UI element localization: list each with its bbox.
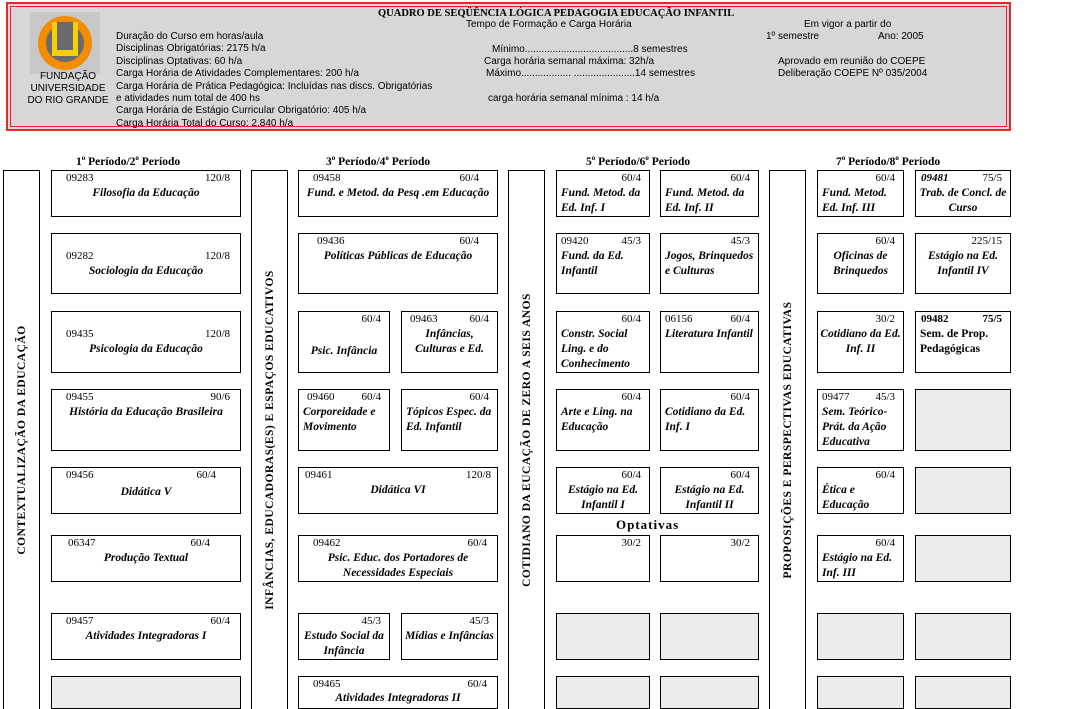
course-box [660, 170, 759, 217]
empty-box [915, 467, 1011, 514]
left-line-6: e atividades num total de 400 hs [116, 93, 260, 104]
empty-box [915, 676, 1011, 709]
maximo-line: Máximo.................. ......................14 semestres [486, 68, 695, 79]
course-hours: 45/3 [469, 615, 489, 627]
course-box [51, 613, 241, 660]
course-code: 09482 [921, 313, 949, 325]
course-hours: 60/4 [459, 235, 479, 247]
course-hours: 60/4 [621, 172, 641, 184]
empty-box [817, 676, 904, 709]
course-hours: 60/4 [730, 391, 750, 403]
left-line-2: Disciplinas Obrigatórias: 2175 h/a [116, 43, 266, 54]
institution-line-3: DO RIO GRANDE [27, 95, 109, 106]
empty-box [660, 676, 759, 709]
axis-column-1 [3, 170, 40, 709]
course-box [556, 311, 650, 373]
empty-box [556, 676, 650, 709]
left-line-3: Disciplinas Optativas: 60 h/a [116, 56, 243, 67]
course-name: Didática VI [370, 484, 426, 496]
course-box [51, 467, 241, 514]
course-name: Cotidiano da Ed. Inf. I [665, 406, 746, 433]
course-hours: 225/15 [971, 235, 1002, 247]
university-logo-icon [30, 12, 100, 74]
left-line-4: Carga Horária de Atividades Complementares: 200 h/a [116, 68, 359, 79]
course-code: 09481 [921, 172, 949, 184]
course-hours: 75/5 [982, 313, 1002, 325]
left-line-7: Carga Horária de Estágio Curricular Obrigatório: 405 h/a [116, 105, 367, 116]
axis-label-3: COTIDIANO DA EUCAÇÃO DE ZERO A SEIS ANOS [520, 293, 533, 587]
period-heading-3: 5$^o$ Período/6$^o$ Período [586, 154, 691, 168]
course-box [915, 233, 1011, 294]
course-hours: 60/4 [210, 615, 230, 627]
course-hours: 60/4 [469, 391, 489, 403]
axis-label-4: PROPOSIÇÕES E PERSPECTIVAS EDUCATIVAS [781, 301, 794, 579]
course-name: Fund. Metod. da Ed. Inf. II [665, 187, 745, 214]
course-hours: 60/4 [361, 313, 381, 325]
course-code: 09477 [822, 391, 850, 403]
course-box [817, 535, 904, 582]
minimo-line: Mínimo.......................................8 semestres [492, 44, 688, 55]
institution-line-1: FUNDAÇÃO [39, 71, 97, 82]
empty-box [915, 389, 1011, 451]
course-name: Psic. Educ. dos Portadores de Necessidades Especiais [327, 552, 469, 579]
course-box [401, 613, 498, 660]
empty-box [660, 613, 759, 660]
course-name: Tópicos Espec. da Ed. Infantil [406, 406, 492, 433]
empty-box [817, 613, 904, 660]
course-name: Corporeidade e Movimento [303, 406, 376, 433]
axis-label-2: INFÂNCIAS, EDUCADORAS(ES) E ESPAÇOS EDUCATIVOS [263, 270, 276, 610]
course-hours: 120/8 [204, 172, 230, 184]
course-box [817, 311, 904, 373]
course-code: 09420 [561, 235, 589, 247]
course-box [298, 535, 498, 582]
course-name: Jogos, Brinquedos e Culturas [665, 250, 754, 277]
course-name: Atividades Integradoras II [335, 692, 461, 704]
course-code: 09458 [313, 172, 341, 184]
min-semanal-line: carga horária semanal mínima : 14 h/a [488, 93, 660, 104]
course-hours: 60/4 [875, 172, 895, 184]
course-name: Literatura Infantil [665, 328, 753, 340]
course-box [915, 170, 1011, 217]
course-code: 09456 [66, 469, 94, 481]
course-box [51, 311, 241, 373]
course-name: Sociologia da Educação [88, 265, 204, 277]
course-box [51, 170, 241, 217]
course-hours: 60/4 [469, 313, 489, 325]
course-name: História da Educação Brasileira [69, 406, 223, 418]
institution-line-2: UNIVERSIDADE [30, 83, 106, 94]
course-box [298, 467, 498, 514]
axis-column-4 [769, 170, 806, 709]
course-name: Ética e Educação [822, 484, 870, 511]
course-code: 09463 [410, 313, 438, 325]
course-hours: 60/4 [730, 172, 750, 184]
course-box [660, 467, 759, 514]
course-name: Sem. Teórico-Prát. da Ação Educativa [822, 406, 888, 448]
course-code: 09460 [307, 391, 335, 403]
course-box [556, 233, 650, 294]
course-hours: 45/3 [730, 235, 750, 247]
course-code: 09462 [313, 537, 341, 549]
course-hours: 60/4 [467, 537, 487, 549]
course-box [556, 389, 650, 451]
max-semanal-line: Carga horária semanal máxima: 32h/a [484, 56, 655, 67]
left-line-8: Carga Horária Total do Curso: 2.840 h/a [116, 118, 294, 129]
course-box [660, 233, 759, 294]
deliberacao-line: Deliberação COEPE Nº 035/2004 [778, 68, 928, 79]
course-name: Fund. Metod. Ed. Inf. III [822, 187, 887, 214]
course-hours: 60/4 [730, 313, 750, 325]
empty-box [915, 613, 1011, 660]
course-name: Fund. e Metod. da Pesq .em Educação [306, 187, 490, 199]
course-hours: 30/2 [730, 537, 750, 549]
course-box [298, 233, 498, 294]
header-subtitle: Tempo de Formação e Carga Horária [466, 19, 632, 30]
course-hours: 60/4 [361, 391, 381, 403]
course-box [298, 389, 390, 451]
optativas-label: Optativas [616, 517, 680, 532]
course-hours: 30/2 [875, 313, 895, 325]
course-hours: 60/4 [196, 469, 216, 481]
course-hours: 60/4 [875, 537, 895, 549]
course-name: Filosofia da Educação [92, 187, 200, 199]
course-name: Estágio na Ed. Infantil IV [928, 250, 998, 277]
vigor-ano: Ano: 2005 [878, 31, 924, 42]
course-hours: 120/8 [465, 469, 491, 481]
course-hours: 60/4 [190, 537, 210, 549]
course-box [817, 170, 904, 217]
vigor-label: Em vigor a partir do [804, 19, 892, 30]
course-name: Trab. de Concl. de Curso [919, 187, 1007, 214]
empty-box [51, 676, 241, 709]
axis-column-2 [251, 170, 288, 709]
course-name: Atividades Integradoras I [85, 630, 207, 642]
left-line-5: Carga Horária de Prática Pedagógica: Incluídas nas discs. Obrigatórias [116, 81, 433, 92]
course-name: Arte e Ling. na Educação [561, 406, 633, 433]
course-name: Fund. Metod. da Ed. Inf. I [561, 187, 641, 214]
left-line-1: Duração do Curso em horas/aula [116, 31, 264, 42]
course-code: 09282 [66, 250, 94, 262]
course-name: Estágio na Ed. Inf. III [822, 552, 892, 579]
course-box [660, 389, 759, 451]
course-box [51, 233, 241, 294]
elective-box [660, 535, 759, 582]
course-name: Psic. Infância [310, 345, 378, 357]
course-hours: 120/8 [204, 328, 230, 340]
course-box [401, 311, 498, 373]
course-hours: 30/2 [621, 537, 641, 549]
course-box [298, 676, 498, 709]
course-name: Produção Textual [103, 552, 189, 564]
course-code: 06347 [68, 537, 96, 549]
course-name: Didática V [120, 486, 172, 498]
course-name: Estudo Social da Infância [304, 630, 384, 657]
course-name: Estágio na Ed. Infantil I [568, 484, 638, 511]
course-name: Estágio na Ed. Infantil II [674, 484, 745, 511]
course-hours: 60/4 [621, 313, 641, 325]
course-name: Fund. da Ed. Infantil [561, 250, 624, 277]
course-box [556, 467, 650, 514]
course-hours: 45/3 [875, 391, 895, 403]
course-name: Oficinas de Brinquedos [833, 250, 888, 277]
course-hours: 45/3 [621, 235, 641, 247]
course-name: Mídias e Infâncias [405, 630, 494, 642]
course-hours: 45/3 [361, 615, 381, 627]
course-box [298, 613, 390, 660]
course-name: Psicologia da Educação [89, 343, 203, 355]
course-header [6, 2, 1011, 131]
period-heading-1: 1$^o$ Período/2$^o$ Período [76, 154, 181, 168]
course-box [401, 389, 498, 451]
course-code: 09465 [313, 678, 341, 690]
course-hours: 60/4 [467, 678, 487, 690]
course-code: 09283 [66, 172, 94, 184]
course-box [915, 311, 1011, 373]
course-code: 09436 [317, 235, 345, 247]
period-heading-2: 3$^o$ Período/4$^o$ Período [326, 154, 431, 168]
elective-box [556, 535, 650, 582]
course-hours: 60/4 [730, 469, 750, 481]
course-hours: 60/4 [875, 235, 895, 247]
course-name: Infâncias, Culturas e Ed. [415, 328, 484, 355]
course-hours: 60/4 [459, 172, 479, 184]
course-box [556, 170, 650, 217]
course-name: Políticas Públicas de Educação [323, 250, 473, 262]
axis-label-1: CONTEXTUALIZAÇÃO DA EDUCAÇÃO [15, 325, 28, 555]
course-box [51, 389, 241, 451]
course-hours: 75/5 [982, 172, 1002, 184]
course-name: Cotidiano da Ed. Inf. II [820, 328, 901, 355]
empty-box [556, 613, 650, 660]
course-box [298, 170, 498, 217]
course-box [817, 233, 904, 294]
course-name: Constr. Social Ling. e do Conhecimento [561, 328, 631, 370]
aprovado-line: Aprovado em reunião do COEPE [778, 56, 926, 67]
axis-column-3 [508, 170, 545, 709]
course-hours: 120/8 [204, 250, 230, 262]
empty-box [915, 535, 1011, 582]
header-title: QUADRO DE SEQÜÊNCIA LÓGICA PEDAGOGIA EDUCAÇÃO INFANTIL [378, 8, 735, 19]
course-box [660, 311, 759, 373]
course-hours: 60/4 [621, 469, 641, 481]
course-hours: 60/4 [621, 391, 641, 403]
course-box [51, 535, 241, 582]
vigor-semestre: 1º semestre [766, 31, 820, 42]
course-box [817, 467, 904, 514]
course-box [298, 311, 390, 373]
course-code: 09457 [66, 615, 94, 627]
course-code: 09435 [66, 328, 94, 340]
course-box [817, 389, 904, 451]
course-code: 09455 [66, 391, 94, 403]
course-code: 06156 [665, 313, 693, 325]
period-heading-4: 7$^o$ Período/8$^o$ Período [836, 154, 941, 168]
course-name: Sem. de Prop. Pedagógicas [920, 328, 989, 355]
course-code: 09461 [305, 469, 333, 481]
course-hours: 60/4 [875, 469, 895, 481]
course-hours: 90/6 [210, 391, 230, 403]
